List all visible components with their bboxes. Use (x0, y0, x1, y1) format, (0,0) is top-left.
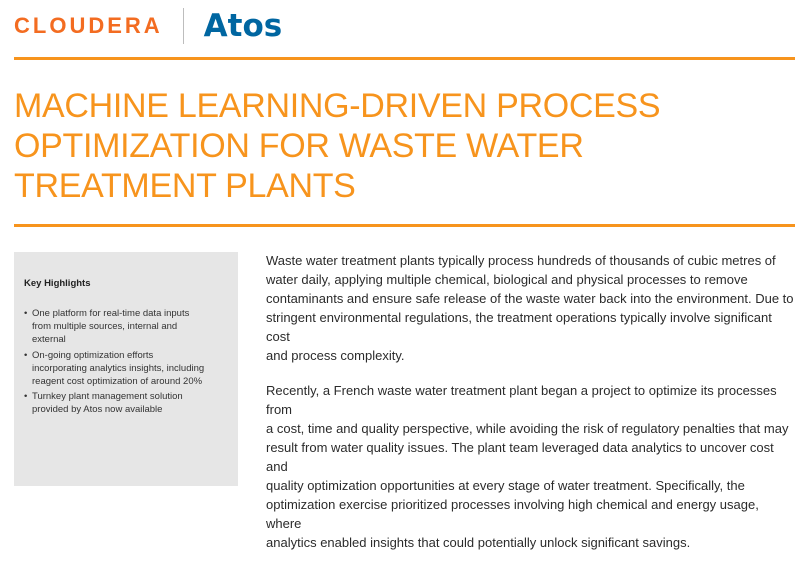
key-highlights-heading: Key Highlights (24, 278, 91, 289)
bullet-icon: • (24, 391, 28, 403)
list-item-line: reagent cost optimization of around 20% (32, 376, 203, 388)
body-line: and process complexity. (266, 348, 405, 363)
list-item-line: One platform for real-time data inputs (32, 308, 190, 319)
atos-logo: Atos (203, 8, 283, 44)
title-line: TREATMENT PLANTS (14, 167, 356, 205)
list-item (24, 307, 226, 347)
list-item-line: external (32, 334, 66, 346)
body-line: stringent environmental regulations, the treatment operations typically involve significant cost (266, 310, 772, 344)
title-line: OPTIMIZATION FOR WASTE WATER (14, 127, 584, 165)
list-item-line: On-going optimization efforts (32, 349, 154, 361)
body-line: a cost, time and quality perspective, while avoiding the risk of regulatory penalties that may (266, 421, 789, 436)
title-line: MACHINE LEARNING-DRIVEN PROCESS (14, 87, 661, 125)
body-line: optimization exercise prioritized processes involving high chemical and energy usage, where (266, 497, 759, 531)
body-line: Waste water treatment plants typically process hundreds of thousands of cubic metres of (266, 253, 776, 268)
list-item-line: provided by Atos now available (32, 404, 163, 416)
body-line: quality optimization opportunities at every stage of water treatment. Specifically, the (266, 478, 745, 493)
header-rule (14, 57, 795, 60)
body-line: result from water quality issues. The plant team leveraged data analytics to uncover cost and (266, 440, 774, 474)
document-header (14, 6, 794, 46)
list-item-line: from multiple sources, internal and (32, 321, 178, 333)
body-paragraph (266, 251, 796, 365)
body-paragraph (266, 381, 796, 552)
list-item (24, 390, 226, 416)
list-item (24, 349, 226, 389)
list-item-line: incorporating analytics insights, including (32, 362, 205, 374)
body-line: Recently, a French waste water treatment plant began a project to optimize its processes from (266, 383, 777, 417)
list-item-line: Turnkey plant management solution (32, 391, 183, 403)
key-highlights-list (24, 307, 226, 417)
page-title (14, 86, 794, 206)
body-line: contaminants and ensure safe release of the waste water back into the environment. Due to (266, 291, 794, 306)
key-highlights-box (14, 252, 238, 486)
body-line: analytics enabled insights that could potentially unlock significant savings. (266, 535, 691, 550)
title-rule (14, 224, 795, 227)
logo-divider (183, 8, 184, 44)
body-line: water daily, applying multiple chemical, biological and physical processes to remove (266, 272, 748, 287)
bullet-icon: • (24, 349, 28, 361)
body-text (266, 251, 796, 568)
cloudera-logo: CLOUDERA (14, 13, 163, 38)
bullet-icon: • (24, 308, 28, 319)
